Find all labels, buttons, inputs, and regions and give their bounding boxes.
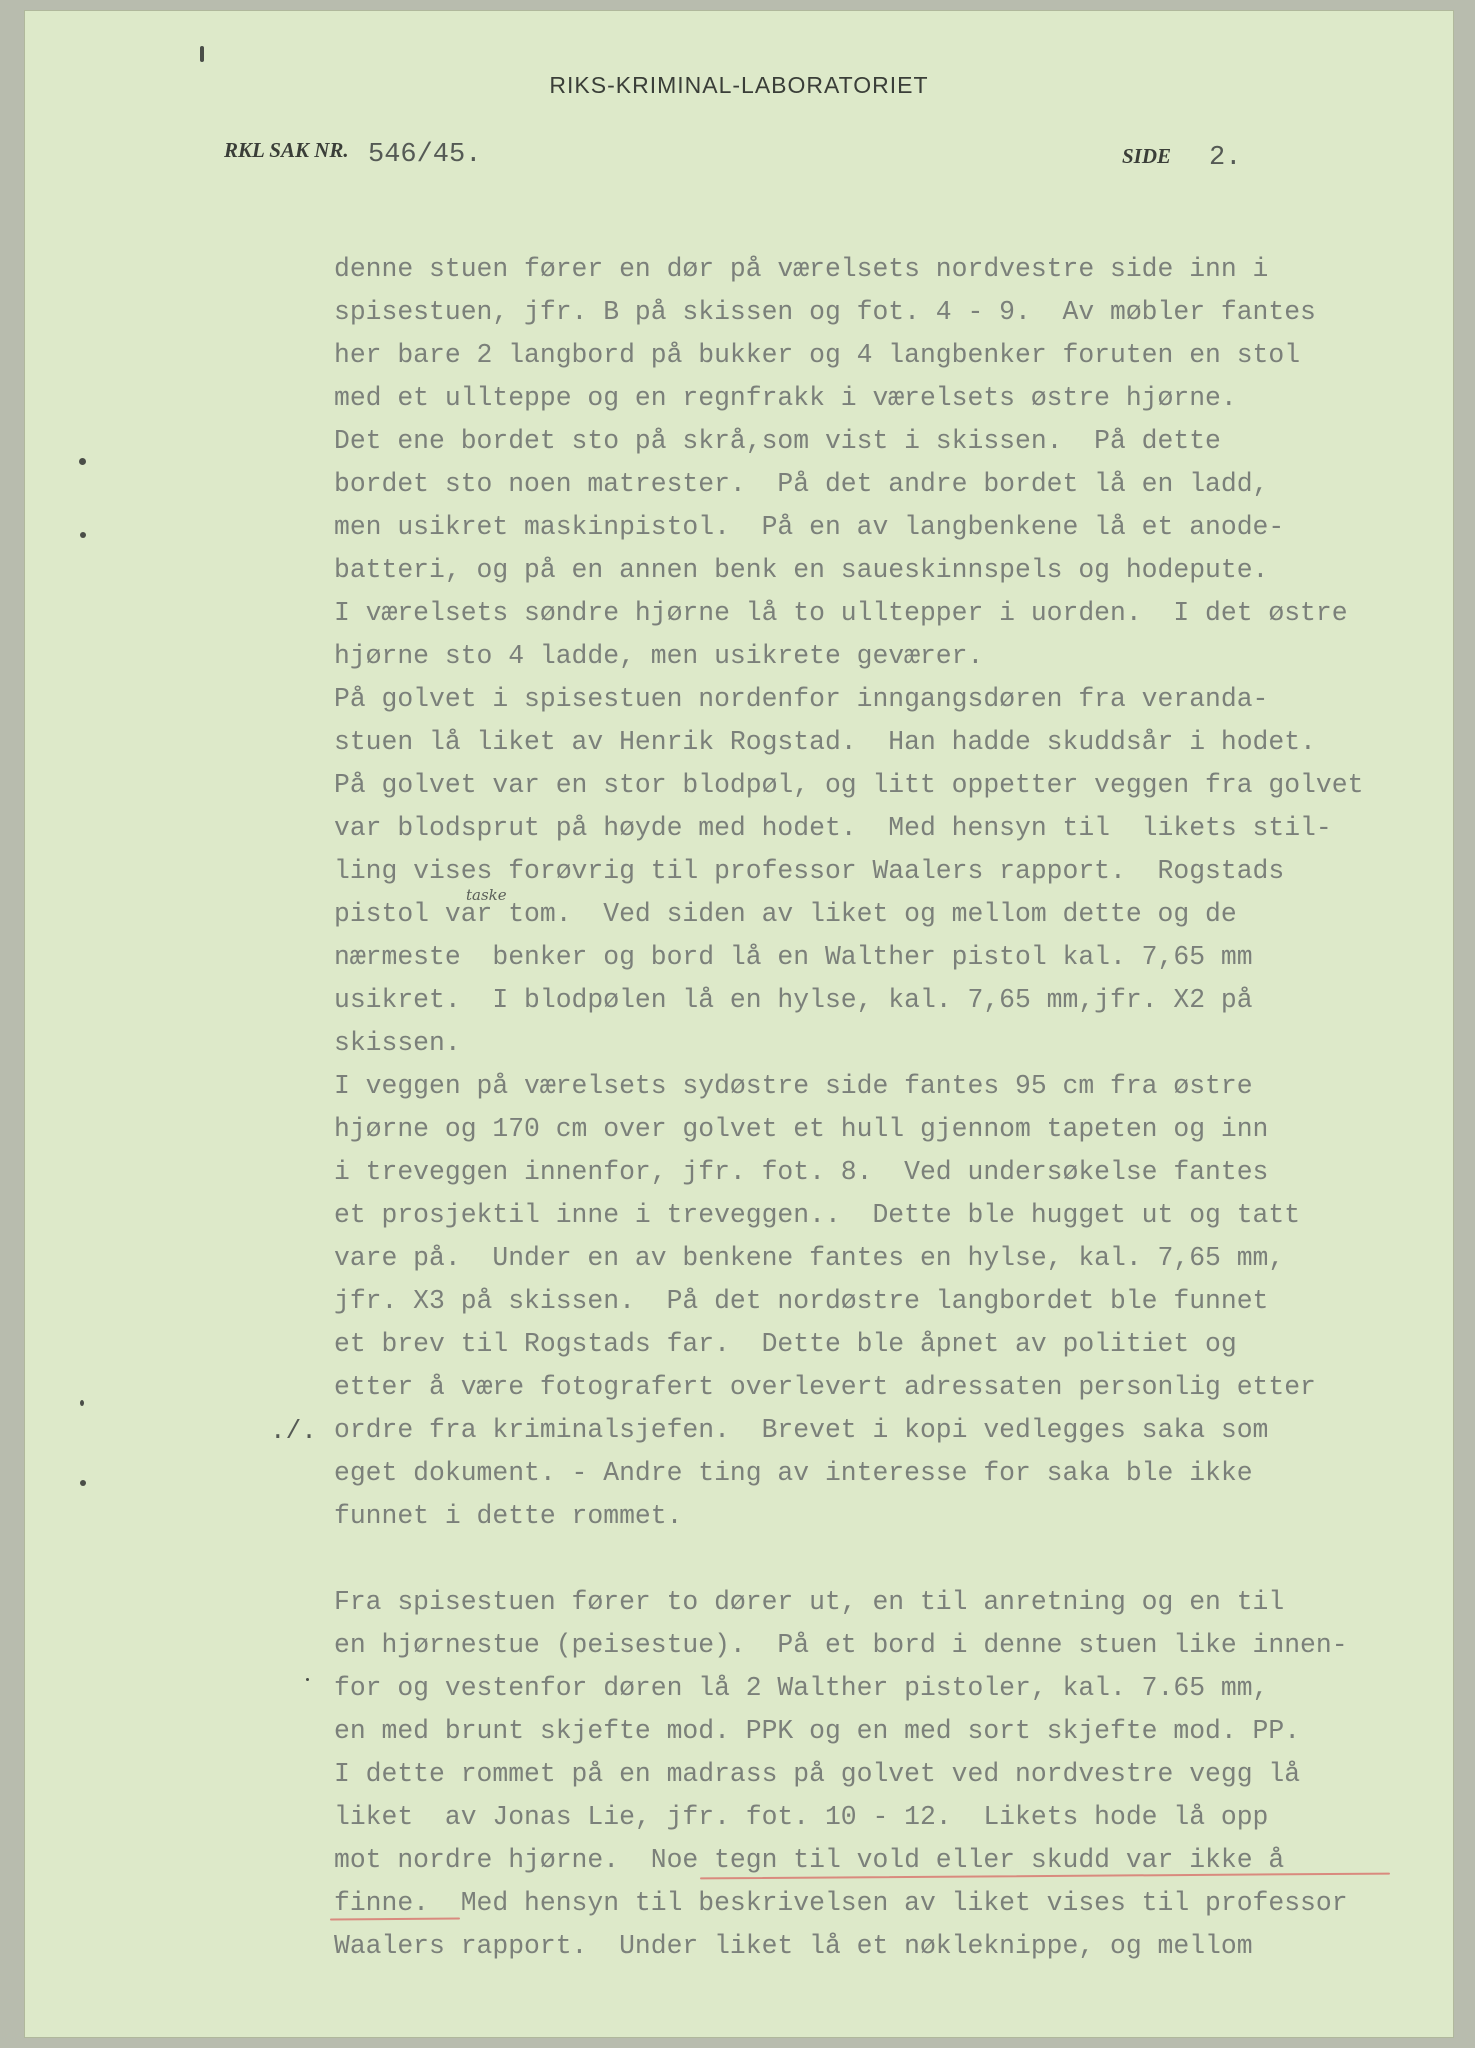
text-line: bordet sto noen matrester. På det andre bordet lå en ladd, [334,469,1269,499]
text-line: med et ullteppe og en regnfrakk i værelsets østre hjørne. [334,383,1237,413]
text-line: Waalers rapport. Under liket lå et nøkleknippe, og mellom [334,1931,1253,1961]
text-line: batteri, og på en annen benk en saueskinnspels og hodepute. [334,555,1269,585]
paper-mark [80,532,86,538]
paragraph-gap [334,1538,1454,1581]
text-line: Fra spisestuen fører to dører ut, en til anretning og en til [334,1587,1285,1617]
case-number-value: 546/45. [368,140,482,170]
text-line: ordre fra kriminalsjefen. Brevet i kopi vedlegges saka som [334,1415,1269,1445]
text-line: et prosjektil inne i treveggen.. Dette ble hugget ut og tatt [334,1200,1301,1230]
text-line: var blodsprut på høyde med hodet. Med hensyn til likets stil- [334,813,1332,843]
paper-mark [306,1678,309,1681]
document-page [24,10,1454,2038]
text-line: I dette rommet på en madrass på golvet ved nordvestre vegg lå [334,1759,1301,1789]
report-body-text [334,248,1454,1968]
text-line: nærmeste benker og bord lå en Walther pistol kal. 7,65 mm [334,942,1253,972]
text-line: jfr. X3 på skissen. På det nordøstre langbordet ble funnet [334,1286,1269,1316]
text-line: liket av Jonas Lie, jfr. fot. 10 - 12. Likets hode lå opp [334,1802,1269,1832]
paper-mark [79,458,86,465]
text-line: funnet i dette rommet. [334,1501,683,1531]
text-line: etter å være fotografert overlevert adressaten personlig etter [334,1372,1316,1402]
text-line: for og vestenfor døren lå 2 Walther pistoler, kal. 7.65 mm, [334,1673,1269,1703]
margin-enclosure-mark: ./. [270,1416,317,1446]
text-line: en hjørnestue (peisestue). På et bord i denne stuen like innen- [334,1630,1348,1660]
text-line: usikret. I blodpølen lå en hylse, kal. 7,65 mm,jfr. X2 på [334,985,1253,1015]
text-line: mot nordre hjørne. Noe tegn til vold eller skudd var ikke å [334,1845,1285,1875]
text-line: På golvet var en stor blodpøl, og litt oppetter veggen fra golvet [334,770,1364,800]
text-line: men usikret maskinpistol. På en av langbenkene lå et anode- [334,512,1285,542]
text-line: et brev til Rogstads far. Dette ble åpnet av politiet og [334,1329,1237,1359]
text-line: ling vises forøvrig til professor Waalers rapport. Rogstads [334,856,1285,886]
text-line: i treveggen innenfor, jfr. fot. 8. Ved undersøkelse fantes [334,1157,1269,1187]
text-line: denne stuen fører en dør på værelsets nordvestre side inn i [334,254,1269,284]
text-line: På golvet i spisestuen nordenfor inngangsdøren fra veranda- [334,684,1269,714]
text-line: I værelsets søndre hjørne lå to ulltepper i uorden. I det østre [334,598,1348,628]
page-number-value: 2. [1209,143,1242,173]
paper-mark [80,1480,86,1486]
text-line: hjørne og 170 cm over golvet et hull gjennom tapeten og inn [334,1114,1269,1144]
text-line: vare på. Under en av benkene fantes en hylse, kal. 7,65 mm, [334,1243,1285,1273]
handwritten-annotation: taske [466,886,507,904]
text-line: en med brunt skjefte mod. PPK og en med sort skjefte mod. PP. [334,1716,1301,1746]
paper-mark [80,1400,84,1406]
case-number-label: RKL SAK NR. [224,138,349,162]
page-label: SIDE [1122,144,1172,168]
text-line: stuen lå liket av Henrik Rogstad. Han hadde skuddsår i hodet. [334,727,1316,757]
text-line: eget dokument. - Andre ting av interesse for saka ble ikke [334,1458,1253,1488]
text-line: Det ene bordet sto på skrå,som vist i skissen. På dette [334,426,1221,456]
text-line: skissen. [334,1028,461,1058]
text-line: spisestuen, jfr. B på skissen og fot. 4 - 9. Av møbler fantes [334,297,1316,327]
letterhead-title: RIKS-KRIMINAL-LABORATORIET [549,72,929,98]
text-line: pistol var tom. Ved siden av liket og mellom dette og de [334,899,1237,929]
paper-mark [200,46,204,62]
text-line: hjørne sto 4 ladde, men usikrete geværer. [334,641,984,671]
text-line: her bare 2 langbord på bukker og 4 langbenker foruten en stol [334,340,1301,370]
text-line: finne. Med hensyn til beskrivelsen av liket vises til professor [334,1888,1348,1918]
text-line: I veggen på værelsets sydøstre side fantes 95 cm fra østre [334,1071,1253,1101]
